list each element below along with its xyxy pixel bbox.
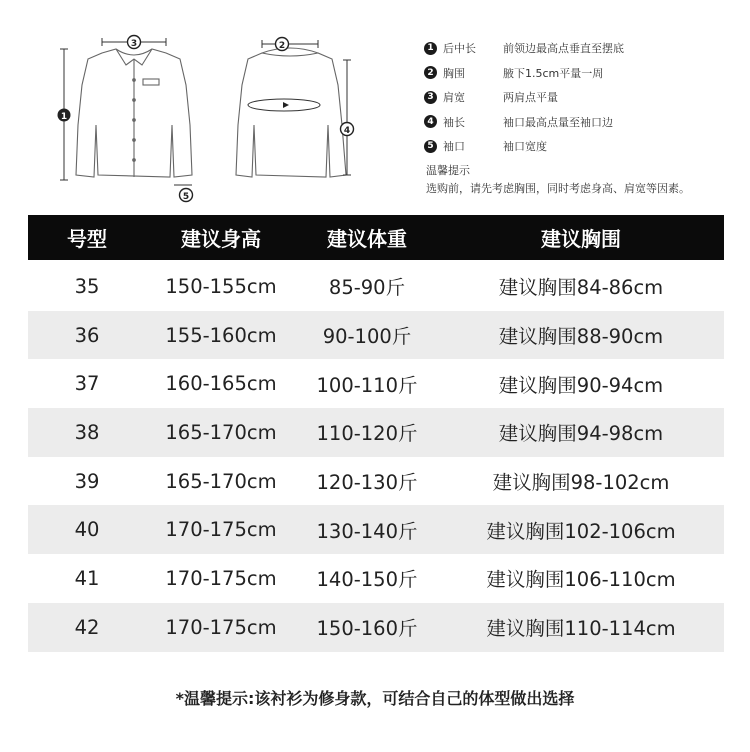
cell-height: 165-170cm [165,420,277,444]
svg-text:4: 4 [343,126,351,136]
cell-weight: 110-120斤 [316,422,418,446]
cell-chest: 建议胸围102-106cm [486,519,676,543]
table-row [28,311,724,360]
cell-size: 37 [74,372,100,396]
cell-weight: 150-160斤 [316,617,418,641]
svg-text:5: 5 [182,192,190,202]
cell-height: 170-175cm [165,518,277,542]
svg-text:2: 2 [278,41,286,51]
marker-1 [58,109,71,123]
legend-description: 袖口最高点量至袖口边 [503,115,613,129]
cell-height: 165-170cm [165,469,277,493]
shirt-front-icon [76,49,192,177]
header-weight: 建议体重 [327,227,407,251]
legend-item [424,61,734,86]
cell-chest: 建议胸围106-110cm [486,568,676,592]
tip-text: 选购前，请先考虑胸围，同时考虑身高、肩宽等因素。 [426,182,690,195]
header-height: 建议身高 [181,227,261,251]
legend-item [424,134,734,159]
cell-size: 42 [74,615,100,639]
shirt-illustration [40,25,360,205]
legend-item [424,110,734,135]
legend-number-badge: 4 [424,115,437,128]
tip-title: 温馨提示 [426,164,470,177]
legend-description: 两肩点平量 [503,91,558,105]
size-table-header [28,215,724,260]
svg-text:3: 3 [130,39,138,49]
legend-number-badge: 2 [424,66,437,79]
measurement-diagram [0,0,750,210]
marker-4 [341,123,354,137]
header-chest: 建议胸围 [541,227,621,251]
table-row [28,603,724,652]
cell-size: 38 [74,420,100,444]
cell-size: 36 [74,323,100,347]
cell-weight: 130-140斤 [316,519,418,543]
cell-height: 170-175cm [165,566,277,590]
legend-name: 袖长 [443,115,465,129]
marker-5 [180,189,193,203]
cell-size: 41 [74,566,100,590]
cell-chest: 建议胸围84-86cm [498,276,664,300]
table-row [28,554,724,603]
legend-description: 腋下1.5cm平量一周 [503,66,604,80]
cell-weight: 100-110斤 [316,373,418,397]
legend-name: 后中长 [443,42,476,56]
cell-size: 35 [74,274,100,298]
cell-chest: 建议胸围110-114cm [486,617,676,641]
legend-item [424,85,734,110]
legend-name: 袖口 [443,140,465,154]
cell-height: 150-155cm [165,274,277,298]
legend-item [424,36,734,61]
size-table-body [28,262,724,652]
legend-number-badge: 1 [424,42,437,55]
table-row [28,359,724,408]
cell-size: 40 [74,518,100,542]
table-row [28,457,724,506]
legend-name: 胸围 [443,66,465,80]
table-row [28,505,724,554]
cell-size: 39 [74,469,100,493]
cell-chest: 建议胸围88-90cm [498,325,664,349]
cell-weight: 140-150斤 [316,568,418,592]
cell-weight: 120-130斤 [316,471,418,495]
cell-height: 170-175cm [165,615,277,639]
svg-text:1: 1 [60,112,68,122]
legend-number-badge: 5 [424,140,437,153]
legend-description: 袖口宽度 [503,140,547,154]
marker-2 [276,38,289,52]
table-row [28,408,724,457]
footer-note: *温馨提示:该衬衫为修身款，可结合自己的体型做出选择 [175,689,575,708]
shirt-back-icon [236,48,346,177]
cell-height: 155-160cm [165,323,277,347]
legend-number-badge: 3 [424,91,437,104]
cell-chest: 建议胸围90-94cm [498,373,664,397]
cell-weight: 90-100斤 [322,325,412,349]
table-row [28,262,724,311]
legend-name: 肩宽 [443,91,465,105]
cell-chest: 建议胸围94-98cm [498,422,664,446]
measurement-legend [424,36,734,159]
cell-weight: 85-90斤 [328,276,406,300]
legend-description: 前领边最高点垂直至摆底 [503,42,624,56]
cell-height: 160-165cm [165,372,277,396]
header-size: 号型 [67,227,107,251]
cell-chest: 建议胸围98-102cm [492,471,670,495]
marker-3 [128,36,141,50]
